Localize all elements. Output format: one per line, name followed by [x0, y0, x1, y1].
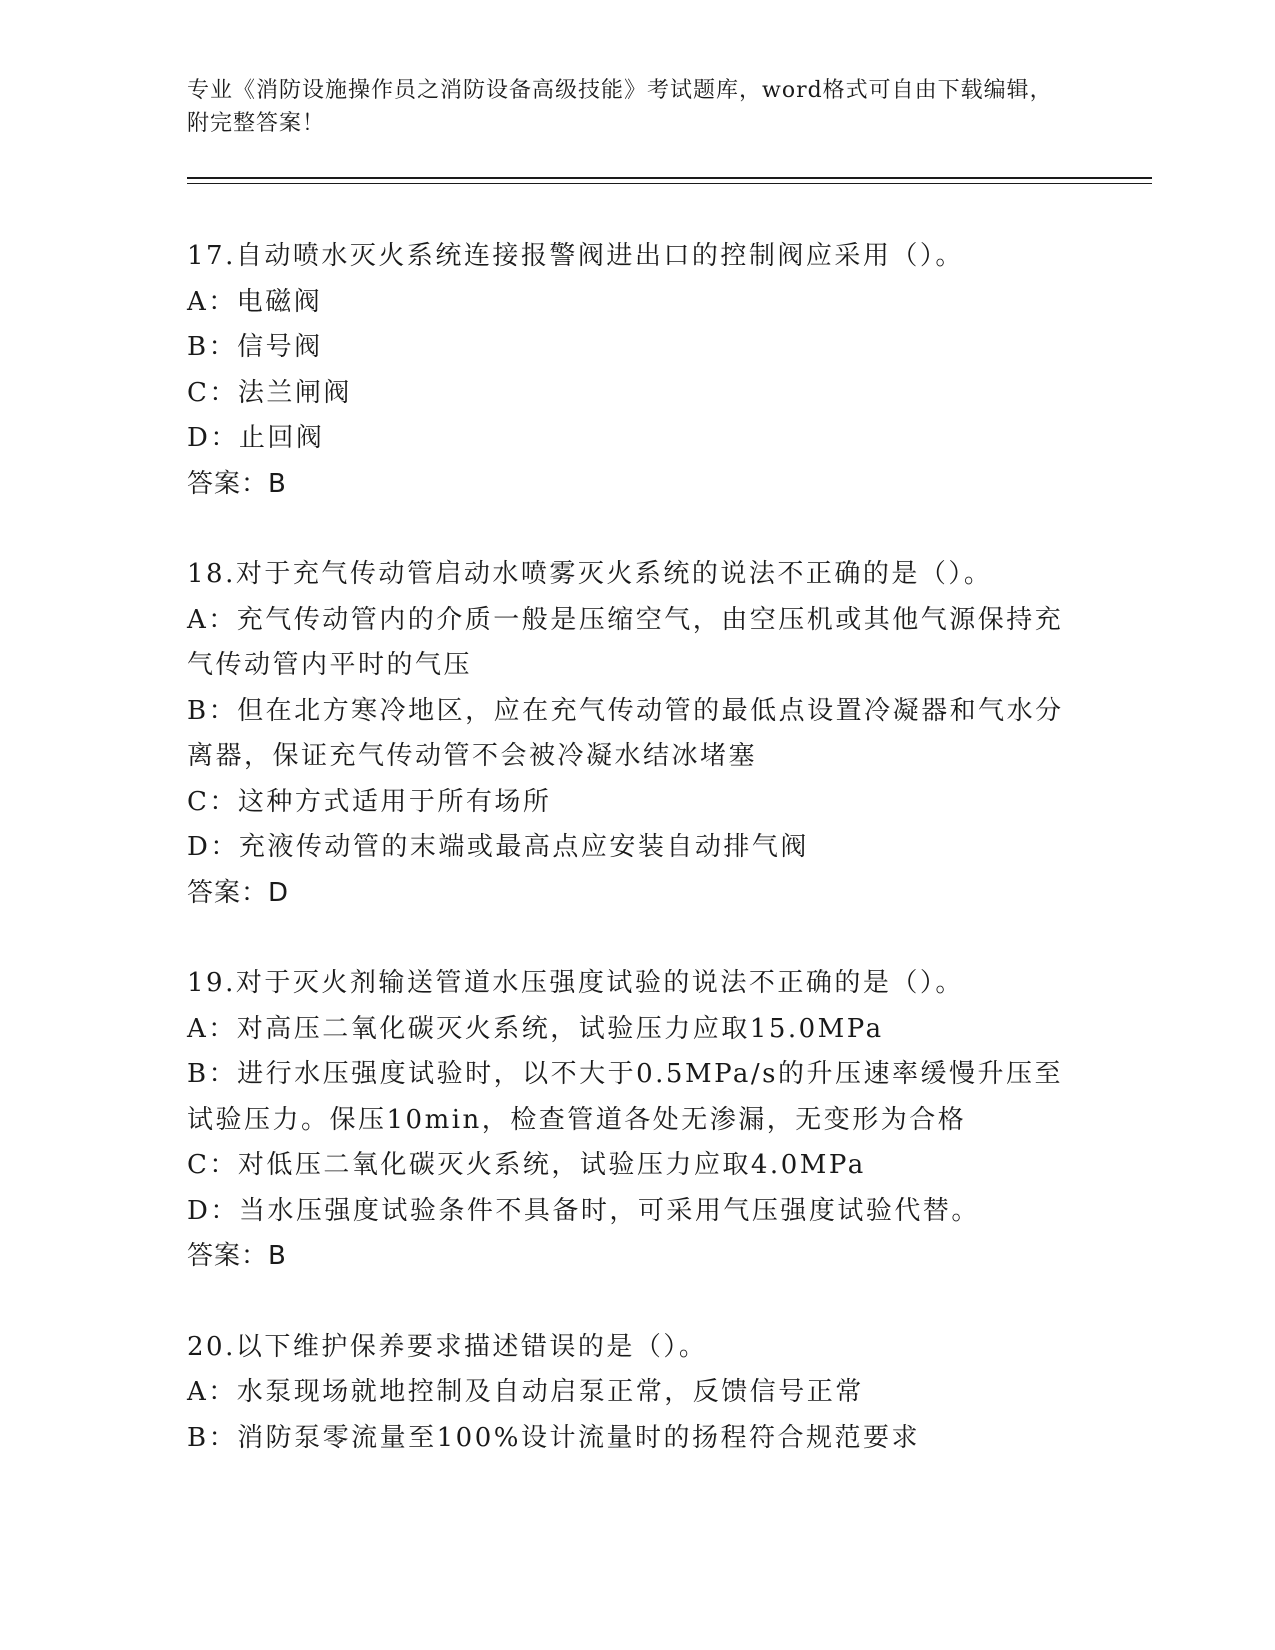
question-18 [187, 552, 1087, 916]
question-19 [187, 961, 1087, 1280]
question-20 [187, 1325, 1087, 1462]
option-a: A：电磁阀 [187, 286, 323, 317]
answer-label: 答案：B [187, 1241, 287, 1271]
option-b: B：信号阀 [187, 332, 323, 362]
answer-label: 答案：B [187, 468, 287, 499]
question-stem: 19.对于灭火剂输送管道水压强度试验的说法不正确的是（）。 [187, 968, 964, 998]
option-d: D：当水压强度试验条件不具备时，可采用气压强度试验代替。 [187, 1195, 980, 1226]
option-b: B：消防泵零流量至100%设计流量时的扬程符合规范要求 [187, 1422, 920, 1453]
document-header: 专业《消防设施操作员之消防设备高级技能》考试题库，word格式可自由下载编辑，附完整答案！ [187, 78, 1053, 136]
option-a: A：充气传动管内的介质一般是压缩空气，由空压机或其他气源保持充气传动管内平时的气压 [187, 604, 1064, 680]
option-c: C：法兰闸阀 [187, 377, 352, 408]
option-d: D：止回阀 [187, 423, 325, 453]
question-stem: 18.对于充气传动管启动水喷雾灭火系统的说法不正确的是（）。 [187, 559, 993, 589]
option-a: A：对高压二氧化碳灭火系统，试验压力应取15.0MPa [187, 1013, 884, 1044]
question-list [187, 234, 1087, 1506]
answer-label: 答案：D [187, 877, 290, 908]
header-divider-thick [187, 177, 1152, 179]
question-stem: 17.自动喷水灭火系统连接报警阀进出口的控制阀应采用（）。 [187, 241, 964, 271]
question-stem: 20.以下维护保养要求描述错误的是（）。 [187, 1331, 708, 1362]
option-b: B：但在北方寒冷地区，应在充气传动管的最低点设置冷凝器和气水分离器，保证充气传动管不会被冷凝水结冰堵塞 [187, 695, 1064, 771]
option-b: B：进行水压强度试验时，以不大于0.5MPa/s的升压速率缓慢升压至试验压力。保压10min，检查管道各处无渗漏，无变形为合格 [187, 1059, 1064, 1135]
option-a: A：水泵现场就地控制及自动启泵正常，反馈信号正常 [187, 1377, 864, 1407]
option-d: D：充液传动管的末端或最高点应安装自动排气阀 [187, 832, 809, 862]
header-divider-thin [187, 183, 1152, 184]
option-c: C：这种方式适用于所有场所 [187, 786, 552, 817]
option-c: C：对低压二氧化碳灭火系统，试验压力应取4.0MPa [187, 1150, 866, 1180]
question-17 [187, 234, 1087, 507]
